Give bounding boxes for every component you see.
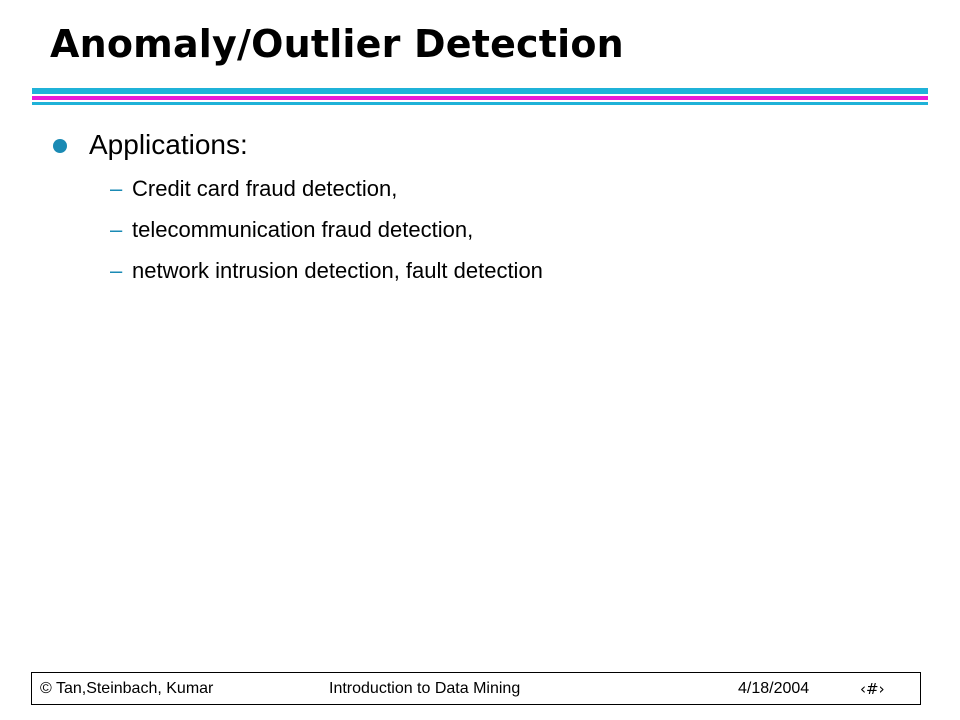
bullet-icon xyxy=(53,139,67,153)
sub-item-text: telecommunication fraud detection, xyxy=(132,217,474,242)
dash-icon: – xyxy=(110,176,123,201)
sub-item-network-intrusion xyxy=(0,255,960,287)
sub-item-telecommunication xyxy=(0,214,960,246)
footer-course-title: Introduction to Data Mining xyxy=(329,680,521,697)
footer-page-number: ‹#› xyxy=(860,680,885,698)
sub-item-credit-card xyxy=(0,173,960,205)
sub-item-text: network intrusion detection, fault detection xyxy=(132,258,543,283)
dash-icon: – xyxy=(110,258,123,283)
footer-copyright: © Tan,Steinbach, Kumar xyxy=(40,680,214,697)
footer-date: 4/18/2004 xyxy=(738,680,810,697)
sub-item-text: Credit card fraud detection, xyxy=(132,176,398,201)
bullet-applications: Applications: xyxy=(89,129,248,160)
slide-title: Anomaly/Outlier Detection xyxy=(50,22,624,66)
dash-icon: – xyxy=(110,217,123,242)
slide-footer xyxy=(31,672,921,705)
